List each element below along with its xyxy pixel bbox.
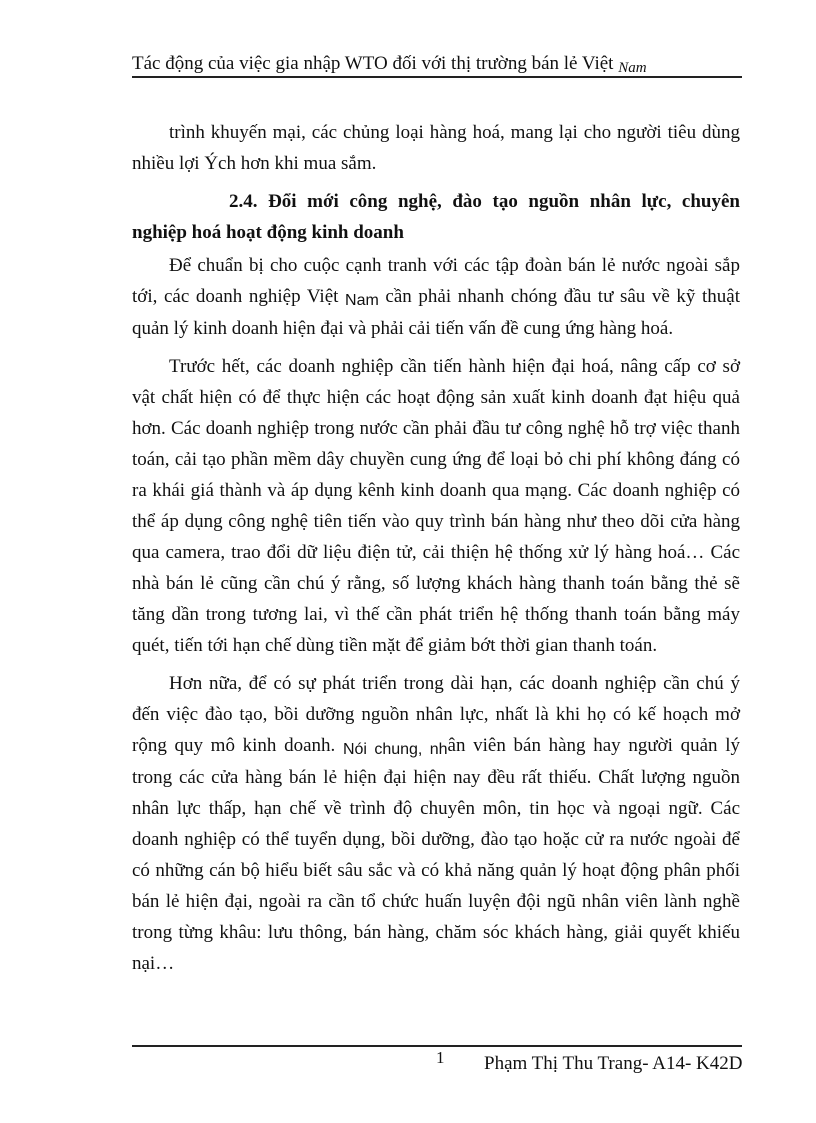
paragraph-continuation: trình khuyến mại, các chủng loại hàng hoá, mang lại cho người tiêu dùng nhiều lợi Ých hơn khi mua sắm. xyxy=(132,122,740,174)
body-text xyxy=(132,117,740,986)
header-title-tail: Nam xyxy=(618,60,647,76)
footer-divider xyxy=(132,1045,742,1047)
paragraph-hr-part-1: Hơn nữa, để có sự phát triển trong dài hạn, các doanh nghiệp cần chú ý đến việc đào tạo, bồi dưỡng nguồn nhân lực, nhất là khi họ có kế hoạch mở rộng quy mô kinh doanh. xyxy=(132,673,740,756)
paragraph-technology: Trước hết, các doanh nghiệp cần tiến hành hiện đại hoá, nâng cấp cơ sở vật chất hiện có để thực hiện các hoạt động sản xuất kinh doanh đạt hiệu quả hơn. Các doanh nghiệp trong nước cần phải đầu tư công nghệ hỗ trợ việc thanh toán, cải tạo phần mềm dây chuyền cung ứng để loại bỏ chi phí không đáng có ra khái giá thành và áp dụng kênh kinh doanh qua mạng. Các doanh nghiệp có thể áp dụng công nghệ tiên tiến vào quy trình bán hàng như theo dõi cửa hàng qua camera, trao đổi dữ liệu điện tử, cải thiện hệ thống xử lý hàng hoá… Các nhà bán lẻ cũng cần chú ý rằng, số lượng khách hàng thanh toán bằng thẻ sẽ tăng dần trong tương lai, vì thế cần phát triển hệ thống thanh toán bằng máy quét, tiến tới hạn chế dùng tiền mặt để giảm bớt thời gian thanh toán. xyxy=(132,356,740,656)
header-divider xyxy=(132,76,742,78)
paragraph-intro-part-1: Để chuẩn bị cho cuộc cạnh tranh với các tập đoàn bán lẻ nước ngoài sắp tới, các doanh nghiệp Việt xyxy=(132,255,740,307)
paragraph-intro-inline-small: Nam xyxy=(345,292,379,309)
page-number: 1 xyxy=(436,1048,445,1067)
footer-author: Phạm Thị Thu Trang- A14- K42D xyxy=(484,1053,743,1074)
paragraph-intro xyxy=(132,250,740,344)
paragraph-intro-part-2: cần phải nhanh chóng đầu tư sâu về kỹ thuật quản lý kinh doanh hiện đại và phải cải tiến vấn đề cung ứng hàng hoá. xyxy=(132,286,741,339)
section-heading: 2.4. Đổi mới công nghệ, đào tạo nguồn nhân lực, chuyên nghiệp hoá hoạt động kinh doanh xyxy=(132,191,740,243)
paragraph-hr-part-2: ân viên bán hàng hay người quản lý trong các cửa hàng bán lẻ hiện đại hiện nay đều rất thiếu. Chất lượng nguồn nhân lực thấp, hạn chế về trình độ chuyên môn, tin học và ngoại ngữ. Các doanh nghiệp có thể tuyển dụng, bồi dưỡng, đào tạo hoặc cử ra nước ngoài để có những cán bộ hiểu biết sâu sắc và có khả năng quản lý hoạt động phân phối bán lẻ hiện đại, ngoài ra cần tổ chức huấn luyện đội ngũ nhân viên lành nghề trong từng khâu: lưu thông, bán hàng, chăm sóc khách hàng, giải quyết khiếu nại… xyxy=(132,735,740,974)
running-header xyxy=(132,50,742,78)
header-title: Tác động của việc gia nhập WTO đối với thị trường bán lẻ Việt xyxy=(132,53,614,74)
paragraph-hr-inline-small: Nói chung, nh xyxy=(342,741,448,758)
paragraph-human-resources xyxy=(132,668,740,979)
